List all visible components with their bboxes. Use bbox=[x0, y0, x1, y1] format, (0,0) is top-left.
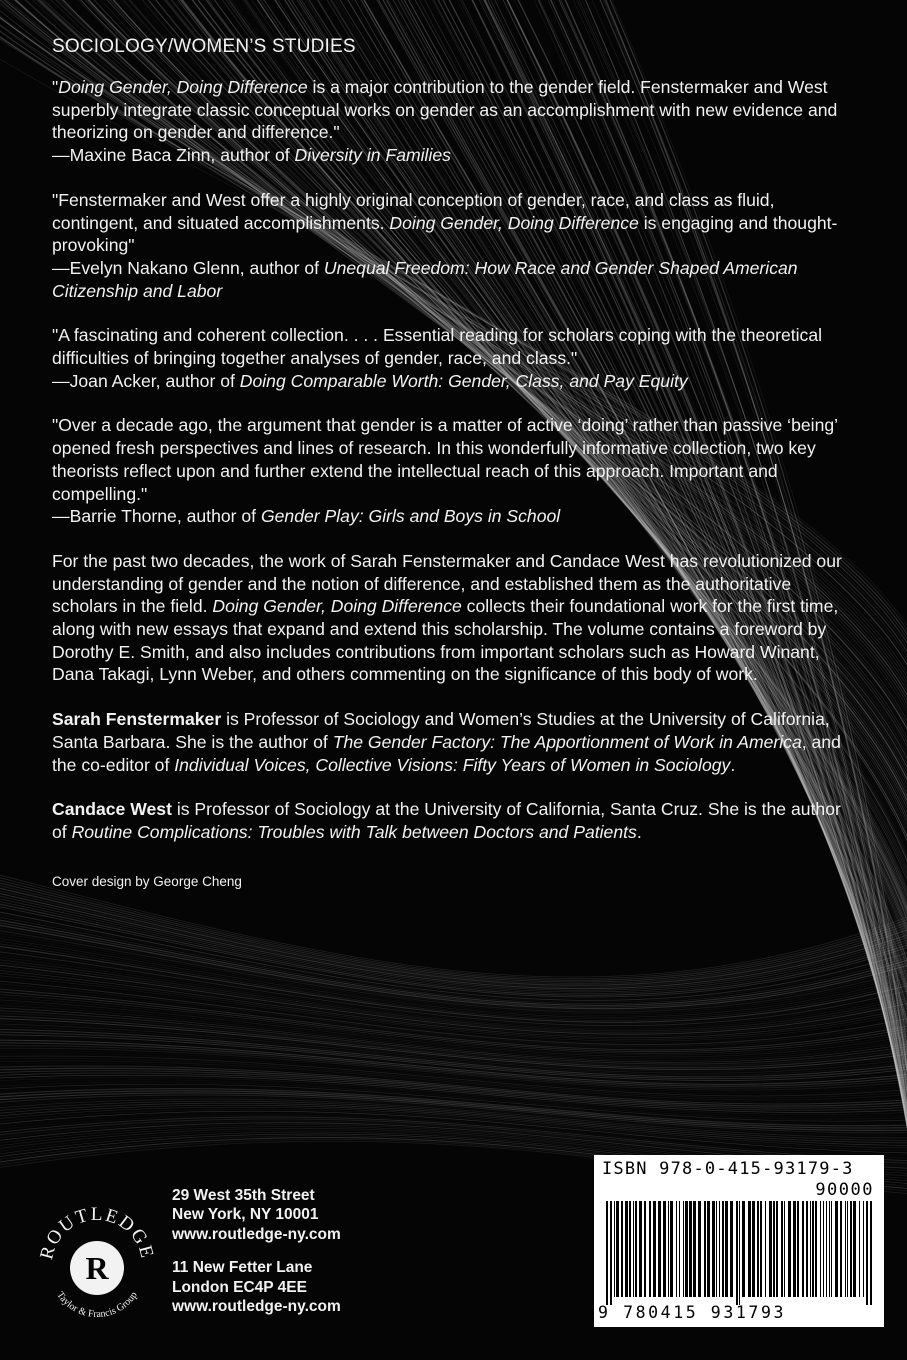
publisher-addresses bbox=[172, 1186, 341, 1316]
logo-subtitle: Taylor & Francis Group bbox=[54, 1289, 140, 1321]
blurb-2 bbox=[52, 189, 860, 303]
blurb-quote: "Doing Gender, Doing Difference is a major contribution to the gender field. Fenstermaker and West superbly integrate classic conceptual works on gender as an accomplishment with new evidence and theorizing on gender and difference." bbox=[52, 77, 838, 143]
blurb-3 bbox=[52, 324, 860, 392]
price-code: 90000 bbox=[815, 1180, 874, 1200]
back-cover-text bbox=[52, 36, 860, 889]
logo-r-mark: R bbox=[85, 1250, 109, 1286]
category-label: SOCIOLOGY/WOMEN’S STUDIES bbox=[52, 36, 356, 57]
author-bio-fenstermaker: Sarah Fenstermaker is Professor of Sociology and Women’s Studies at the University of California, Santa Barbara. She is the author of The Gender Factory: The Apportionment of Work in America, and the co-editor of Individual Voices, Collective Visions: Fifty Years of Women in Sociology. bbox=[52, 709, 841, 775]
isbn-barcode bbox=[594, 1155, 884, 1327]
blurb-4 bbox=[52, 414, 860, 528]
book-description: For the past two decades, the work of Sarah Fenstermaker and Candace West has revolutionized our understanding of gender and the notion of difference, and established them as the authoritative scholars in the field. Doing Gender, Doing Difference collects their foundational work for the first time, along with new essays that expand and extend this scholarship. The volume contains a foreword by Dorothy E. Smith, and also includes contributions from important scholars such as Howard Winant, Dana Takagi, Lynn Weber, and others commenting on the significance of this body of work. bbox=[52, 550, 842, 685]
blurb-quote: "Over a decade ago, the argument that gender is a matter of active ‘doing’ rather than passive ‘being’ opened fresh perspectives and lines of research. In this wonderfully informative collection, two key theorists reflect upon and further extend the intellectual reach of this approach. Important and compelling." bbox=[52, 415, 838, 504]
blurb-1 bbox=[52, 76, 860, 167]
blurb-attribution: —Maxine Baca Zinn, author of Diversity in Families bbox=[52, 145, 451, 166]
blurb-attribution: —Joan Acker, author of Doing Comparable Worth: Gender, Class, and Pay Equity bbox=[52, 370, 688, 391]
blurb-attribution: —Barrie Thorne, author of Gender Play: Girls and Boys in School bbox=[52, 506, 561, 527]
blurb-attribution: —Evelyn Nakano Glenn, author of Unequal Freedom: How Race and Gender Shaped American Citizenship and Labor bbox=[52, 257, 798, 301]
cover-design-credit: Cover design by George Cheng bbox=[52, 873, 242, 889]
routledge-logo-icon bbox=[30, 1198, 164, 1332]
blurb-quote: "Fenstermaker and West offer a highly original conception of gender, race, and class as fluid, contingent, and situated accomplishments. Doing Gender, Doing Difference is engaging and thought-provoking" bbox=[52, 189, 838, 256]
ny-address: 29 West 35th Street New York, NY 10001 www.routledge-ny.com bbox=[172, 1187, 341, 1243]
ean-number: 9 780415 931793 bbox=[598, 1303, 787, 1322]
author-bio-west: Candace West is Professor of Sociology at the University of California, Santa Cruz. She is the author of Routine Complications: Troubles with Talk between Doctors and Patients. bbox=[52, 799, 841, 842]
blurb-quote: "A fascinating and coherent collection. . . . Essential reading for scholars coping with the theoretical difficulties of bringing together analyses of gender, race, and class." bbox=[52, 325, 823, 369]
london-address: 11 New Fetter Lane London EC4P 4EE www.routledge-ny.com bbox=[172, 1259, 341, 1316]
isbn-number: ISBN 978-0-415-93179-3 bbox=[602, 1159, 854, 1179]
logo-wordmark: ROUTLEDGE bbox=[36, 1203, 158, 1262]
barcode-bars-icon bbox=[602, 1201, 876, 1305]
